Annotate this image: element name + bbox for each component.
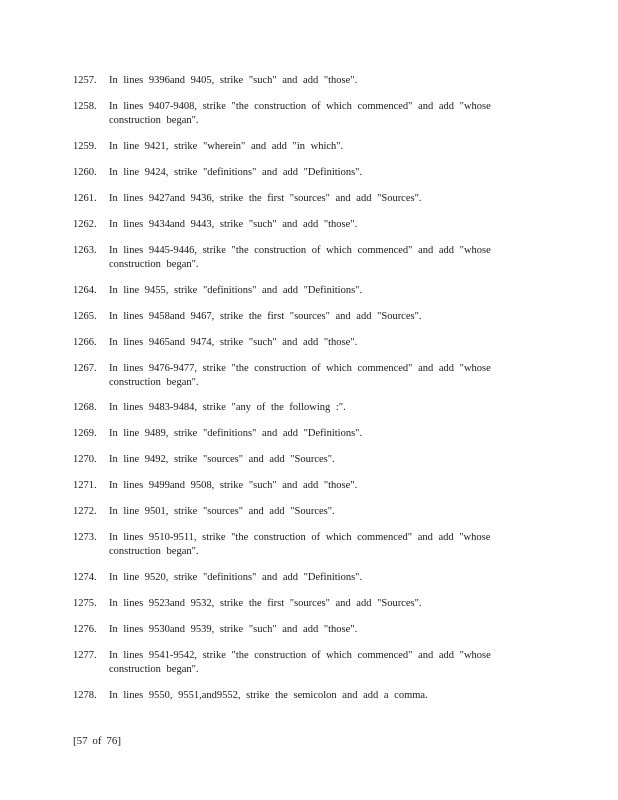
item-text: In lines 9458and 9467, strike the first "sources" and add "Sources".	[109, 311, 422, 322]
item-number: 1267.	[73, 363, 97, 374]
item-number: 1257.	[73, 75, 97, 86]
item-text: In line 9501, strike "sources" and add "Sources".	[109, 506, 335, 517]
item-number: 1265.	[73, 311, 97, 322]
item-number: 1275.	[73, 598, 97, 609]
item-text: In line 9492, strike "sources" and add "Sources".	[109, 454, 335, 465]
item-text: In lines 9476-9477, strike "the construction of which commenced" and add "whose construction began".	[109, 363, 491, 388]
item-number: 1269.	[73, 428, 97, 439]
item-number: 1262.	[73, 219, 97, 230]
item-number: 1261.	[73, 193, 97, 204]
item-text: In line 9489, strike "definitions" and add "Definitions".	[109, 428, 363, 439]
item-number: 1274.	[73, 572, 97, 583]
item-text: In lines 9465and 9474, strike "such" and add "those".	[109, 337, 358, 348]
item-number: 1277.	[73, 650, 97, 661]
item-number: 1259.	[73, 141, 97, 152]
item-text: In lines 9434and 9443, strike "such" and add "those".	[109, 219, 358, 230]
item-number: 1278.	[73, 690, 97, 701]
item-text: In line 9520, strike "definitions" and add "Definitions".	[109, 572, 363, 583]
item-text: In line 9424, strike "definitions" and add "Definitions".	[109, 167, 363, 178]
item-number: 1266.	[73, 337, 97, 348]
item-text: In lines 9445-9446, strike "the construction of which commenced" and add "whose construction began".	[109, 245, 491, 270]
item-number: 1271.	[73, 480, 97, 491]
item-text: In lines 9510-9511, strike "the construction of which commenced" and add "whose construction began".	[109, 532, 491, 557]
item-text: In lines 9483-9484, strike "any of the following :".	[109, 402, 346, 413]
item-number: 1263.	[73, 245, 97, 256]
item-text: In lines 9523and 9532, strike the first "sources" and add "Sources".	[109, 598, 422, 609]
item-number: 1270.	[73, 454, 97, 465]
item-text: In lines 9541-9542, strike "the construction of which commenced" and add "whose construction began".	[109, 650, 491, 675]
item-number: 1273.	[73, 532, 97, 543]
item-text: In line 9455, strike "definitions" and add "Definitions".	[109, 285, 363, 296]
item-number: 1272.	[73, 506, 97, 517]
item-number: 1276.	[73, 624, 97, 635]
item-number: 1258.	[73, 101, 97, 112]
item-text: In lines 9427and 9436, strike the first "sources" and add "Sources".	[109, 193, 422, 204]
item-number: 1264.	[73, 285, 97, 296]
item-text: In lines 9499and 9508, strike "such" and add "those".	[109, 480, 358, 491]
page-number: [57 of 76]	[73, 735, 121, 747]
item-text: In line 9421, strike "wherein" and add "in which".	[109, 141, 344, 152]
item-text: In lines 9407-9408, strike "the construction of which commenced" and add "whose construction began".	[109, 101, 491, 126]
item-text: In lines 9396and 9405, strike "such" and add "those".	[109, 75, 358, 86]
item-text: In lines 9530and 9539, strike "such" and add "those".	[109, 624, 358, 635]
item-number: 1268.	[73, 402, 97, 413]
item-text: In lines 9550, 9551,and9552, strike the semicolon and add a comma.	[109, 690, 428, 701]
item-number: 1260.	[73, 167, 97, 178]
